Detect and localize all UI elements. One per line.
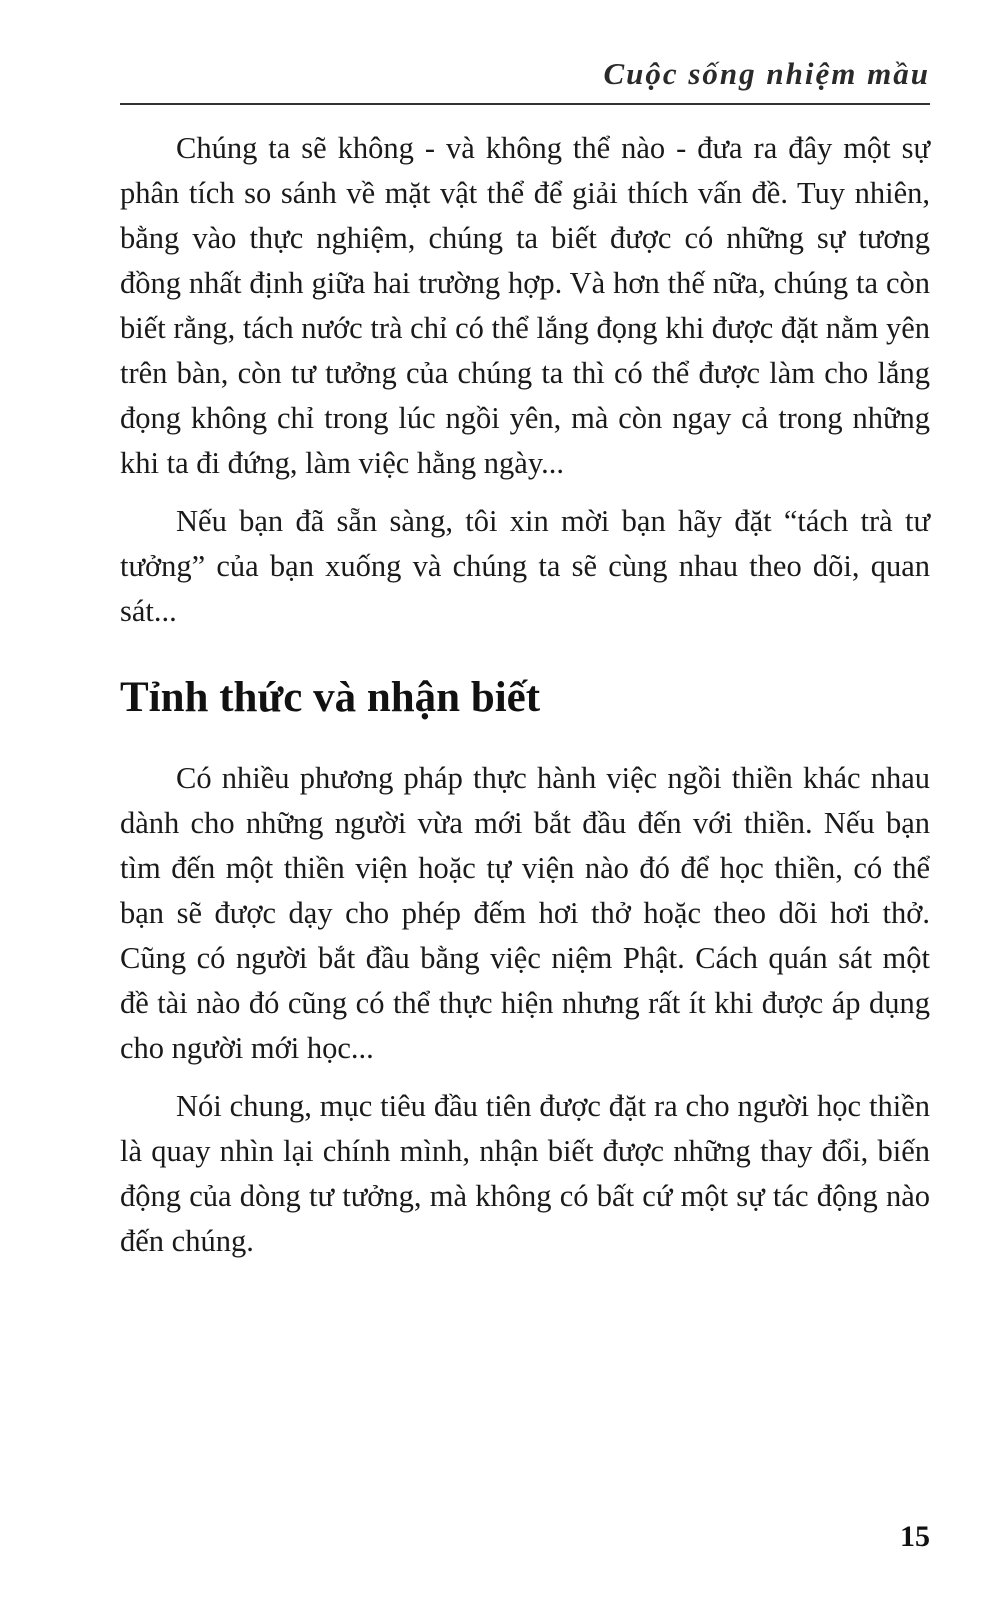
- page-number: 15: [900, 1520, 930, 1553]
- paragraph: Nếu bạn đã sẵn sàng, tôi xin mời bạn hãy đặt “tách trà tư tưởng” của bạn xuống và chúng ta sẽ cùng nhau theo dõi, quan sát...: [120, 504, 930, 628]
- paragraph: Có nhiều phương pháp thực hành việc ngồi thiền khác nhau dành cho những người vừa mới bắt đầu đến với thiền. Nếu bạn tìm đến một thiền viện hoặc tự viện nào đó để học thiền, có thể bạn sẽ được dạy cho phép đếm hơi thở hoặc theo dõi hơi thở. Cũng có người bắt đầu bằng việc niệm Phật. Cách quán sát một đề tài nào đó cũng có thể thực hiện nhưng rất ít khi được áp dụng cho người mới học...: [120, 761, 930, 1065]
- paragraph: Nói chung, mục tiêu đầu tiên được đặt ra cho người học thiền là quay nhìn lại chính mình, nhận biết được những thay đổi, biến động của dòng tư tưởng, mà không có bất cứ một sự tác động nào đến chúng.: [120, 1089, 930, 1258]
- section-title: Tỉnh thức và nhận biết: [120, 674, 541, 721]
- body-text: [120, 126, 930, 1264]
- running-header: Cuộc sống nhiệm mầu: [603, 56, 930, 91]
- header-rule: [120, 103, 930, 105]
- paragraph: Chúng ta sẽ không - và không thể nào - đưa ra đây một sự phân tích so sánh về mặt vật thể để giải thích vấn đề. Tuy nhiên, bằng vào thực nghiệm, chúng ta biết được có những sự tương đồng nhất định giữa hai trường hợp. Và hơn thế nữa, chúng ta còn biết rằng, tách nước trà chỉ có thể lắng đọng khi được đặt nằm yên trên bàn, còn tư tưởng của chúng ta thì có thể được làm cho lắng đọng không chỉ trong lúc ngồi yên, mà còn ngay cả trong những khi ta đi đứng, làm việc hằng ngày...: [120, 131, 930, 480]
